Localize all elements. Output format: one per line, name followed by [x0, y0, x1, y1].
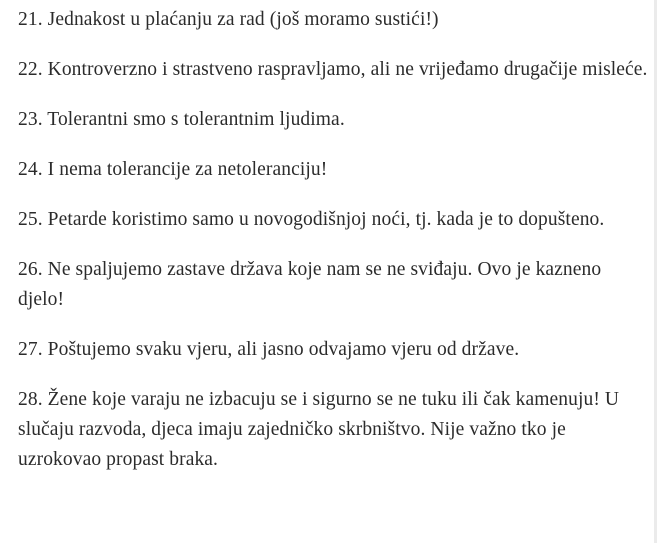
article-body: [18, 5, 648, 495]
list-item-28: 28. Žene koje varaju ne izbacuju se i sigurno se ne tuku ili čak kamenuju! U slučaju razvoda, djeca imaju zajedničko skrbništvo. Nije važno tko je uzrokovao propast braka.: [18, 389, 620, 470]
list-item-25: 25. Petarde koristimo samo u novogodišnjoj noći, tj. kada je to dopušteno.: [18, 209, 605, 230]
list-item-27: 27. Poštujemo svaku vjeru, ali jasno odvajamo vjeru od države.: [18, 339, 520, 360]
list-item-26: 26. Ne spaljujemo zastave država koje nam se ne sviđaju. Ovo je kazneno djelo!: [18, 259, 602, 310]
list-item-22: 22. Kontroverzno i strastveno raspravljamo, ali ne vrijeđamo drugačije misleće.: [18, 59, 648, 80]
list-item-21: 21. Jednakost u plaćanju za rad (još moramo sustići!): [18, 9, 439, 30]
list-item-23: 23. Tolerantni smo s tolerantnim ljudima.: [18, 109, 345, 130]
list-item-24: 24. I nema tolerancije za netoleranciju!: [18, 159, 328, 180]
